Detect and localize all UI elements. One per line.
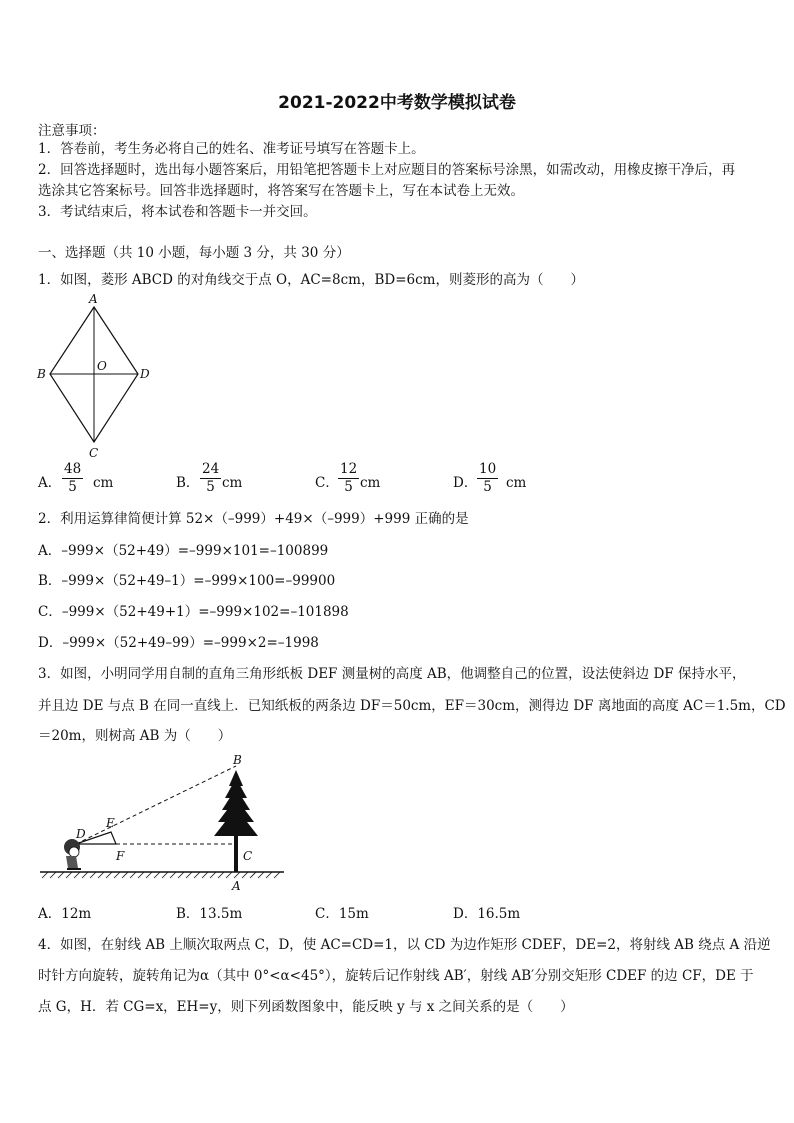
vertex-label-d: D <box>140 367 150 381</box>
question-4-stem: 时针方向旋转，旋转角记为α（其中 0°<α<45°），旋转后记作射线 AB′，射线 AB′分别交矩形 CDEF 的边 CF，DE 于 <box>38 968 754 984</box>
question-3-stem: 并且边 DE 与点 B 在同一直线上．已知纸板的两条边 DF＝50cm，EF＝30cm，测得边 DF 离地面的高度 AC＝1.5m，CD <box>38 698 786 714</box>
notice-line: 3．考试结束后，将本试卷和答题卡一并交回。 <box>38 204 317 220</box>
option-text: D．–999×（52+49–99）=–999×2=–1998 <box>38 635 319 651</box>
option-fraction <box>338 461 359 496</box>
option-text: A．–999×（52+49）=–999×101=–100899 <box>38 543 329 559</box>
option-text: B．13.5m <box>176 906 243 922</box>
notice-line: 选涂其它答案标号。回答非选择题时，将答案写在答题卡上，写在本试卷上无效。 <box>38 183 524 199</box>
point-label-a: A <box>232 879 241 893</box>
section-heading: 一、选择题（共 10 小题，每小题 3 分，共 30 分） <box>38 245 350 261</box>
point-label-f: F <box>116 849 125 863</box>
rhombus-figure <box>30 292 160 462</box>
center-label-o: O <box>97 359 107 373</box>
option-text: C．–999×（52+49+1）=–999×102=–101898 <box>38 604 349 620</box>
option-unit: cm <box>360 475 381 491</box>
person-figure <box>64 839 81 869</box>
option-unit: cm <box>222 475 243 491</box>
point-label-b: B <box>233 753 242 767</box>
option-fraction <box>477 461 498 496</box>
question-3-stem: ＝20m，则树高 AB 为（ ） <box>38 728 232 744</box>
vertex-label-b: B <box>37 367 46 381</box>
numerator: 10 <box>479 461 497 477</box>
sight-line <box>76 766 236 844</box>
vertex-label-a: A <box>89 292 98 306</box>
option-text: A．12m <box>38 906 92 922</box>
denominator: 5 <box>344 479 353 495</box>
denominator: 5 <box>68 479 77 495</box>
option-fraction <box>200 461 221 496</box>
point-label-c: C <box>243 849 253 863</box>
page-title: 2021-2022中考数学模拟试卷 <box>278 93 516 113</box>
notice-line: 2．回答选择题时，选出每小题答案后，用铅笔把答题卡上对应题目的答案标号涂黑，如需改动，用橡皮擦干净后，再 <box>38 162 736 178</box>
option-letter: D． <box>453 475 478 491</box>
point-label-e: E <box>106 816 115 830</box>
option-text: D．16.5m <box>453 906 521 922</box>
notice-line: 1．答卷前，考生务必将自己的姓名、准考证号填写在答题卡上。 <box>38 141 425 157</box>
question-4-stem: 点 G，H．若 CG=x，EH=y，则下列函数图象中，能反映 y 与 x 之间关系的是（ ） <box>38 999 574 1015</box>
question-3-stem: 3．如图，小明同学用自制的直角三角形纸板 DEF 测量树的高度 AB，他调整自己的位置，设法使斜边 DF 保持水平， <box>38 666 746 682</box>
numerator: 48 <box>64 461 82 477</box>
point-label-d: D <box>76 827 86 841</box>
tree-measurement-figure <box>36 752 286 892</box>
vertex-label-c: C <box>89 446 99 460</box>
option-text: C．15m <box>315 906 369 922</box>
notice-heading: 注意事项： <box>38 123 106 139</box>
question-2-stem: 2．利用运算律简便计算 52×（–999）+49×（–999）+999 正确的是 <box>38 511 469 527</box>
numerator: 12 <box>340 461 358 477</box>
option-letter: B． <box>176 475 200 491</box>
numerator: 24 <box>202 461 220 477</box>
denominator: 5 <box>206 479 215 495</box>
option-unit: cm <box>506 475 527 491</box>
option-text: B．–999×（52+49–1）=–999×100=–99900 <box>38 573 336 589</box>
option-letter: A． <box>38 475 62 491</box>
option-letter: C． <box>315 475 339 491</box>
option-fraction <box>62 461 83 496</box>
question-1-stem: 1．如图，菱形 ABCD 的对角线交于点 O，AC=8cm，BD=6cm，则菱形的高为（ ） <box>38 272 584 288</box>
option-unit: cm <box>93 475 114 491</box>
question-4-stem: 4．如图，在射线 AB 上顺次取两点 C，D，使 AC=CD=1，以 CD 为边作矩形 CDEF，DE=2，将射线 AB 绕点 A 沿逆 <box>38 937 771 953</box>
ground-hatch <box>42 872 280 878</box>
denominator: 5 <box>483 479 492 495</box>
